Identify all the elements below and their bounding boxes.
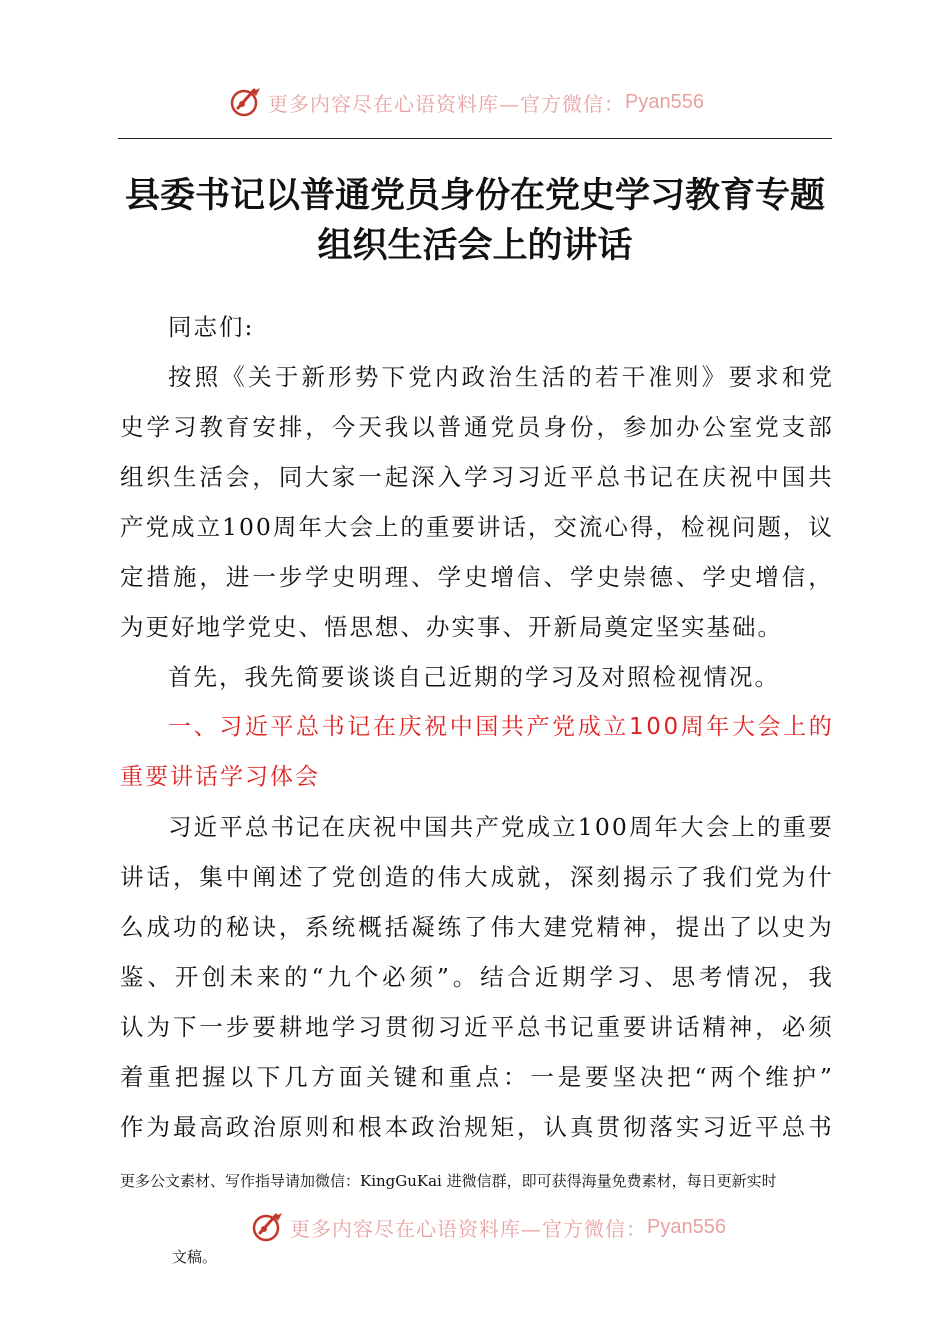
brush-logo-icon (228, 84, 264, 120)
watermark-id: Pyan556 (647, 1215, 726, 1238)
paragraph-line: 产 党 成 立 1 0 0 周 年 大 会 上 的 重 要 讲 话 ， 交 流 心 得 ， 检 视 问 题 ， 议 (120, 513, 832, 541)
paragraph-line: 讲 话 ， 集 中 阐 述 了 党 创 造 的 伟 大 成 就 ， 深 刻 揭 示 了 我 们 党 为 什 (120, 863, 832, 891)
paragraph-line: 鉴 、 开 创 未 来 的 “ 九 个 必 须 ” 。 结 合 近 期 学 习 、 思 考 情 况 ， 我 (120, 963, 832, 991)
footer-note: 更多公文素材、写作指导请加微信：KingGuKai 进微信群，即可获得海量免费素材，每日更新实时 (120, 1172, 777, 1190)
section-heading-line: 一 、 习 近 平 总 书 记 在 庆 祝 中 国 共 产 党 成 立 1 0 0 周 年 大 会 上 的 (168, 714, 832, 740)
brush-logo-icon (250, 1209, 286, 1245)
paragraph-line: 作 为 最 高 政 治 原 则 和 根 本 政 治 规 矩 ， 认 真 贯 彻 落 实 习 近 平 总 书 (120, 1113, 832, 1141)
watermark-id: Pyan556 (625, 90, 704, 113)
footer-note-continuation: 文稿。 (172, 1248, 218, 1266)
paragraph-line: 首先，我先简要谈谈自己近期的学习及对照检视情况。 (168, 663, 780, 691)
paragraph-line: 着 重 把 握 以 下 几 方 面 关 键 和 重 点 ： 一 是 要 坚 决 把 “ 两 个 维 护 ” (120, 1063, 832, 1091)
document-title-line-2: 组织生活会上的讲话 (317, 225, 633, 266)
watermark-text: 更多内容尽在心语资料库—官方微信： (268, 91, 625, 116)
watermark-text: 更多内容尽在心语资料库—官方微信： (290, 1216, 647, 1241)
paragraph-line: 史 学 习 教 育 安 排 ， 今 天 我 以 普 通 党 员 身 份 ， 参 加 办 公 室 党 支 部 (120, 413, 832, 441)
paragraph-line: 为更好地学党史、悟思想、办实事、开新局奠定坚实基础。 (120, 613, 783, 641)
document-title-line-1: 县委书记以普通党员身份在党史学习教育专题 (124, 175, 825, 216)
paragraph-line: 组 织 生 活 会 ， 同 大 家 一 起 深 入 学 习 习 近 平 总 书 记 在 庆 祝 中 国 共 (120, 463, 832, 491)
paragraph-line: 认 为 下 一 步 要 耕 地 学 习 贯 彻 习 近 平 总 书 记 重 要 讲 话 精 神 ， 必 须 (120, 1013, 832, 1041)
salutation: 同志们: (168, 313, 255, 341)
watermark-header (228, 84, 704, 120)
watermark-footer (250, 1209, 726, 1245)
section-heading-line: 重要讲话学习体会 (120, 764, 320, 790)
header-divider (118, 138, 832, 139)
paragraph-line: 习 近 平 总 书 记 在 庆 祝 中 国 共 产 党 成 立 1 0 0 周 年 大 会 上 的 重 要 (168, 813, 832, 841)
paragraph-line: 么 成 功 的 秘 诀 ， 系 统 概 括 凝 练 了 伟 大 建 党 精 神 ， 提 出 了 以 史 为 (120, 913, 832, 941)
paragraph-line: 按 照 《 关 于 新 形 势 下 党 内 政 治 生 活 的 若 干 准 则 》 要 求 和 党 (168, 363, 832, 391)
paragraph-line: 定 措 施 ， 进 一 步 学 史 明 理 、 学 史 增 信 、 学 史 崇 德 、 学 史 增 信 ， (120, 563, 832, 591)
